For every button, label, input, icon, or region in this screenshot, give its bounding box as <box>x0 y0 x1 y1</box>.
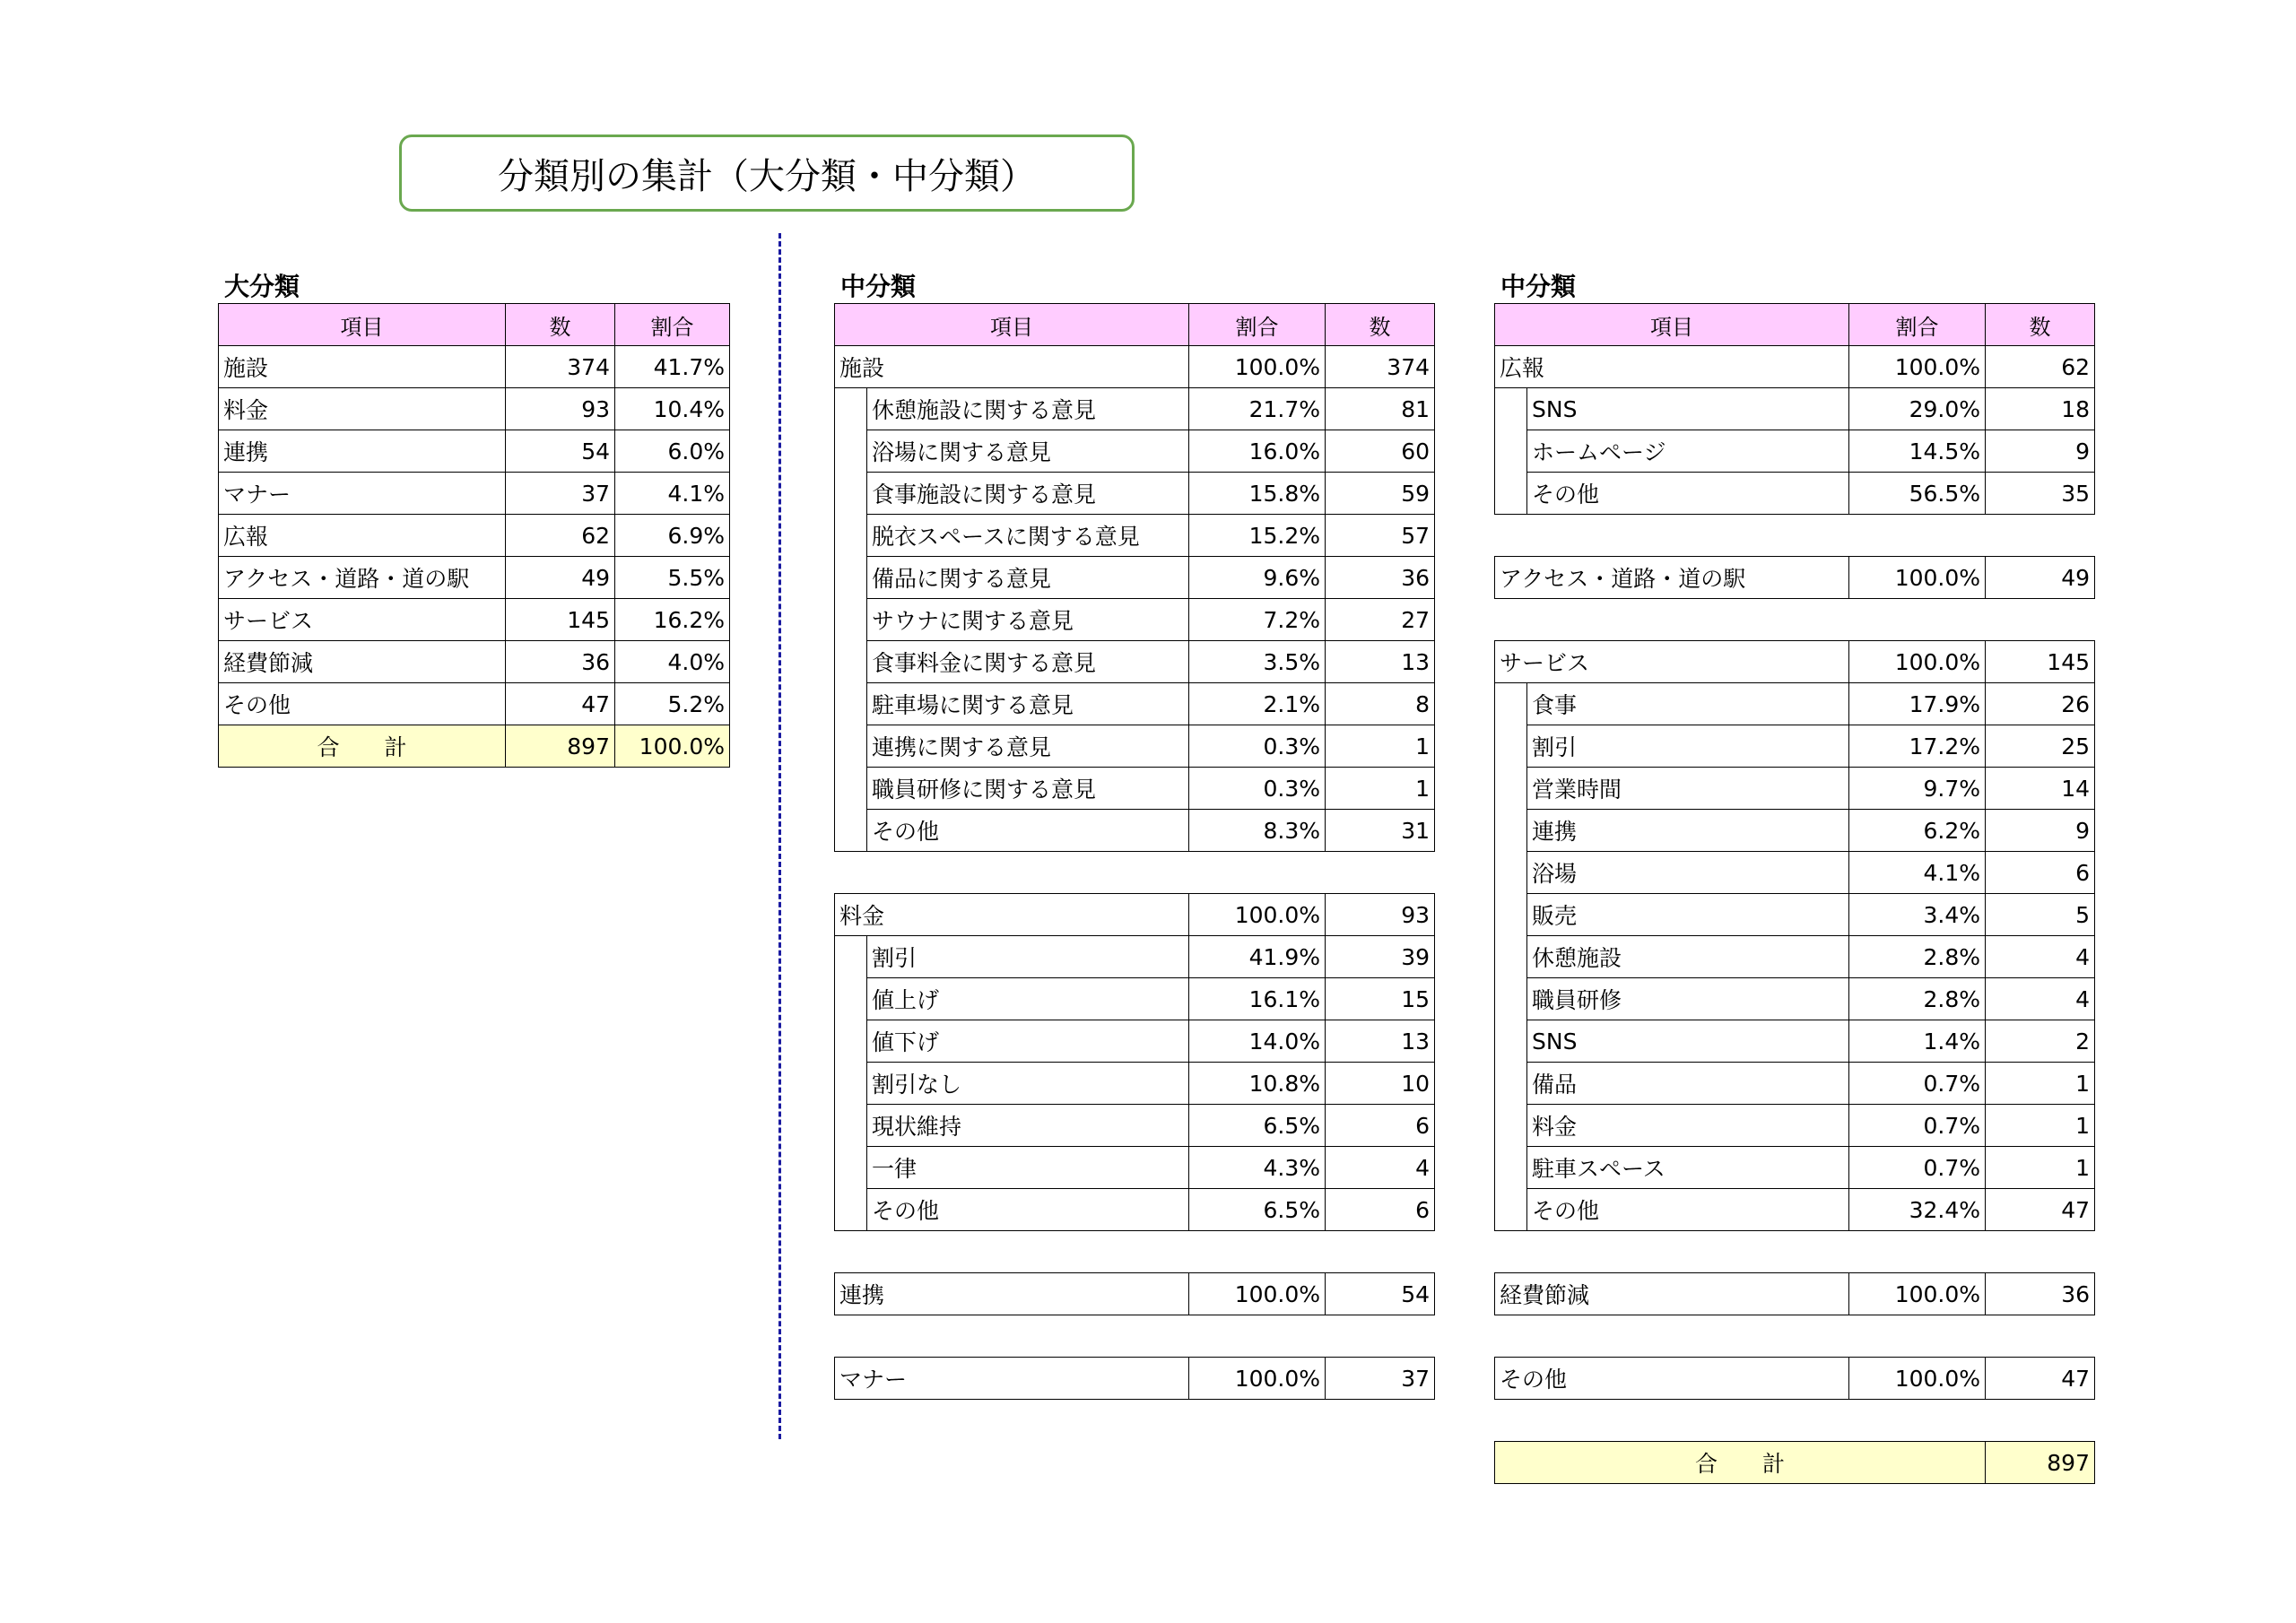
item-ratio: 16.1% <box>1189 978 1326 1020</box>
item-ratio: 6.5% <box>1189 1189 1326 1231</box>
grand-total-table <box>1494 1441 2095 1484</box>
group-row <box>1495 557 2095 599</box>
group-ratio: 100.0% <box>1849 557 1986 599</box>
item-ratio: 4.1% <box>1849 852 1986 894</box>
mid-group-table <box>1494 1272 2095 1315</box>
mid-category-heading-right: 中分類 <box>1500 272 1577 301</box>
group-count: 37 <box>1326 1358 1435 1400</box>
item-ratio: 5.5% <box>615 557 730 599</box>
item-count: 39 <box>1326 936 1435 978</box>
indent-cell <box>835 515 867 557</box>
item-ratio: 0.3% <box>1189 725 1326 768</box>
table-row <box>835 641 1435 683</box>
group-row <box>1495 641 2095 683</box>
item-ratio: 6.9% <box>615 515 730 557</box>
table-row <box>835 557 1435 599</box>
item-ratio: 15.8% <box>1189 473 1326 515</box>
table-row <box>835 430 1435 473</box>
large-category-heading: 大分類 <box>224 272 300 301</box>
total-label: 合 計 <box>1495 1442 1986 1484</box>
table-row <box>1495 1020 2095 1063</box>
item-ratio: 21.7% <box>1189 388 1326 430</box>
header-ratio: 割合 <box>1189 304 1326 346</box>
item-name: 料金 <box>1527 1105 1849 1147</box>
indent-cell <box>1495 1147 1527 1189</box>
table-row <box>219 641 730 683</box>
item-ratio: 15.2% <box>1189 515 1326 557</box>
table-row <box>219 557 730 599</box>
item-ratio: 41.9% <box>1189 936 1326 978</box>
table-row <box>1495 978 2095 1020</box>
item-name: 営業時間 <box>1527 768 1849 810</box>
item-name: SNS <box>1527 388 1849 430</box>
group-count: 374 <box>1326 346 1435 388</box>
indent-cell <box>835 599 867 641</box>
group-ratio: 100.0% <box>1849 1273 1986 1315</box>
item-name: 一律 <box>867 1147 1189 1189</box>
item-count: 9 <box>1986 430 2095 473</box>
table-row <box>835 388 1435 430</box>
table-row <box>1495 1063 2095 1105</box>
item-name: 経費節減 <box>219 641 506 683</box>
item-count: 8 <box>1326 683 1435 725</box>
total-label: 合 計 <box>219 725 506 768</box>
item-name: 連携 <box>219 430 506 473</box>
mid-group-table <box>1494 345 2095 515</box>
group-name: 経費節減 <box>1495 1273 1849 1315</box>
item-name: 備品 <box>1527 1063 1849 1105</box>
item-name: 現状維持 <box>867 1105 1189 1147</box>
item-count: 35 <box>1986 473 2095 515</box>
item-count: 54 <box>506 430 615 473</box>
mid-header-table <box>1494 303 2095 346</box>
item-ratio: 2.1% <box>1189 683 1326 725</box>
item-count: 9 <box>1986 810 2095 852</box>
item-count: 49 <box>506 557 615 599</box>
item-ratio: 1.4% <box>1849 1020 1986 1063</box>
item-ratio: 2.8% <box>1849 978 1986 1020</box>
item-name: 割引 <box>1527 725 1849 768</box>
table-row <box>1495 683 2095 725</box>
header-item: 項目 <box>835 304 1189 346</box>
indent-cell <box>1495 388 1527 430</box>
item-ratio: 7.2% <box>1189 599 1326 641</box>
item-name: 浴場 <box>1527 852 1849 894</box>
indent-cell <box>835 1020 867 1063</box>
item-count: 15 <box>1326 978 1435 1020</box>
item-name: 休憩施設に関する意見 <box>867 388 1189 430</box>
item-ratio: 4.1% <box>615 473 730 515</box>
table-row <box>1495 1189 2095 1231</box>
item-count: 2 <box>1986 1020 2095 1063</box>
header-count: 数 <box>506 304 615 346</box>
indent-cell <box>1495 1020 1527 1063</box>
item-name: 広報 <box>219 515 506 557</box>
indent-cell <box>835 473 867 515</box>
item-ratio: 8.3% <box>1189 810 1326 852</box>
item-ratio: 9.6% <box>1189 557 1326 599</box>
group-row <box>1495 1358 2095 1400</box>
header-item: 項目 <box>219 304 506 346</box>
group-ratio: 100.0% <box>1189 894 1326 936</box>
item-name: その他 <box>867 810 1189 852</box>
table-row <box>1495 473 2095 515</box>
item-name: 施設 <box>219 346 506 388</box>
table-row <box>219 388 730 430</box>
table-row <box>1495 810 2095 852</box>
item-name: 連携に関する意見 <box>867 725 1189 768</box>
item-name: 浴場に関する意見 <box>867 430 1189 473</box>
item-ratio: 0.3% <box>1189 768 1326 810</box>
item-ratio: 6.2% <box>1849 810 1986 852</box>
table-row <box>835 1020 1435 1063</box>
total-count: 897 <box>506 725 615 768</box>
table-row <box>219 599 730 641</box>
header-count: 数 <box>1986 304 2095 346</box>
indent-cell <box>835 388 867 430</box>
table-row <box>219 346 730 388</box>
indent-cell <box>835 1147 867 1189</box>
item-count: 1 <box>1326 768 1435 810</box>
indent-cell <box>1495 430 1527 473</box>
item-count: 62 <box>506 515 615 557</box>
group-count: 47 <box>1986 1358 2095 1400</box>
group-row <box>835 346 1435 388</box>
table-row <box>1495 894 2095 936</box>
item-name: 食事 <box>1527 683 1849 725</box>
group-name: 連携 <box>835 1273 1189 1315</box>
item-count: 1 <box>1986 1105 2095 1147</box>
item-ratio: 6.0% <box>615 430 730 473</box>
group-name: マナー <box>835 1358 1189 1400</box>
total-row <box>219 725 730 768</box>
table-row <box>1495 388 2095 430</box>
indent-cell <box>1495 683 1527 725</box>
item-count: 4 <box>1986 936 2095 978</box>
mid-group-table <box>834 1272 1435 1315</box>
item-ratio: 4.0% <box>615 641 730 683</box>
item-ratio: 10.8% <box>1189 1063 1326 1105</box>
item-ratio: 17.2% <box>1849 725 1986 768</box>
mid-group-table <box>1494 556 2095 599</box>
table-row <box>835 1189 1435 1231</box>
item-name: その他 <box>867 1189 1189 1231</box>
indent-cell <box>1495 725 1527 768</box>
indent-cell <box>1495 768 1527 810</box>
group-count: 36 <box>1986 1273 2095 1315</box>
group-count: 145 <box>1986 641 2095 683</box>
item-name: その他 <box>219 683 506 725</box>
group-ratio: 100.0% <box>1849 1358 1986 1400</box>
item-count: 1 <box>1326 725 1435 768</box>
item-ratio: 4.3% <box>1189 1147 1326 1189</box>
indent-cell <box>835 810 867 852</box>
item-count: 47 <box>1986 1189 2095 1231</box>
item-count: 57 <box>1326 515 1435 557</box>
indent-cell <box>1495 810 1527 852</box>
item-ratio: 2.8% <box>1849 936 1986 978</box>
indent-cell <box>1495 936 1527 978</box>
item-ratio: 10.4% <box>615 388 730 430</box>
table-row <box>835 978 1435 1020</box>
item-name: 割引 <box>867 936 1189 978</box>
item-ratio: 0.7% <box>1849 1105 1986 1147</box>
item-ratio: 41.7% <box>615 346 730 388</box>
table-row <box>1495 852 2095 894</box>
table-row <box>835 725 1435 768</box>
group-ratio: 100.0% <box>1189 1273 1326 1315</box>
indent-cell <box>835 430 867 473</box>
indent-cell <box>1495 978 1527 1020</box>
item-name: 職員研修 <box>1527 978 1849 1020</box>
header-count: 数 <box>1326 304 1435 346</box>
item-count: 13 <box>1326 641 1435 683</box>
table-row <box>835 1147 1435 1189</box>
item-name: サウナに関する意見 <box>867 599 1189 641</box>
item-name: 脱衣スペースに関する意見 <box>867 515 1189 557</box>
item-name: その他 <box>1527 1189 1849 1231</box>
group-count: 54 <box>1326 1273 1435 1315</box>
item-name: 休憩施設 <box>1527 936 1849 978</box>
item-name: 値上げ <box>867 978 1189 1020</box>
mid-group-table <box>834 1357 1435 1400</box>
indent-cell <box>835 683 867 725</box>
item-ratio: 14.5% <box>1849 430 1986 473</box>
item-count: 1 <box>1986 1063 2095 1105</box>
table-row <box>1495 936 2095 978</box>
total-count: 897 <box>1986 1442 2095 1484</box>
item-count: 47 <box>506 683 615 725</box>
group-name: 料金 <box>835 894 1189 936</box>
group-name: その他 <box>1495 1358 1849 1400</box>
indent-cell <box>835 1063 867 1105</box>
indent-cell <box>835 1189 867 1231</box>
group-name: サービス <box>1495 641 1849 683</box>
mid-group-table <box>834 345 1435 852</box>
group-ratio: 100.0% <box>1189 1358 1326 1400</box>
item-count: 93 <box>506 388 615 430</box>
indent-cell <box>1495 852 1527 894</box>
item-count: 36 <box>506 641 615 683</box>
item-count: 374 <box>506 346 615 388</box>
item-count: 4 <box>1326 1147 1435 1189</box>
indent-cell <box>1495 1189 1527 1231</box>
group-row <box>1495 346 2095 388</box>
table-row <box>1495 1105 2095 1147</box>
item-count: 5 <box>1986 894 2095 936</box>
table-row <box>835 810 1435 852</box>
item-name: 連携 <box>1527 810 1849 852</box>
table-row <box>835 768 1435 810</box>
indent-cell <box>835 768 867 810</box>
indent-cell <box>1495 1105 1527 1147</box>
indent-cell <box>1495 1063 1527 1105</box>
item-name: 割引なし <box>867 1063 1189 1105</box>
item-name: 食事料金に関する意見 <box>867 641 1189 683</box>
item-ratio: 56.5% <box>1849 473 1986 515</box>
item-ratio: 9.7% <box>1849 768 1986 810</box>
table-row <box>219 430 730 473</box>
item-ratio: 3.5% <box>1189 641 1326 683</box>
item-count: 18 <box>1986 388 2095 430</box>
item-count: 14 <box>1986 768 2095 810</box>
item-count: 145 <box>506 599 615 641</box>
section-divider <box>778 233 781 1439</box>
total-row <box>1495 1442 2095 1484</box>
table-row <box>219 515 730 557</box>
mid-group-table <box>1494 640 2095 1231</box>
item-ratio: 32.4% <box>1849 1189 1986 1231</box>
group-ratio: 100.0% <box>1849 641 1986 683</box>
group-count: 62 <box>1986 346 2095 388</box>
indent-cell <box>835 557 867 599</box>
item-count: 13 <box>1326 1020 1435 1063</box>
total-ratio: 100.0% <box>615 725 730 768</box>
item-count: 4 <box>1986 978 2095 1020</box>
item-name: ホームページ <box>1527 430 1849 473</box>
item-count: 26 <box>1986 683 2095 725</box>
item-count: 81 <box>1326 388 1435 430</box>
table-row <box>835 473 1435 515</box>
item-name: 駐車場に関する意見 <box>867 683 1189 725</box>
item-ratio: 29.0% <box>1849 388 1986 430</box>
indent-cell <box>1495 894 1527 936</box>
table-row <box>219 473 730 515</box>
group-count: 49 <box>1986 557 2095 599</box>
header-ratio: 割合 <box>615 304 730 346</box>
group-row <box>835 1358 1435 1400</box>
table-row <box>1495 725 2095 768</box>
item-name: マナー <box>219 473 506 515</box>
header-row <box>1495 304 2095 346</box>
group-name: アクセス・道路・道の駅 <box>1495 557 1849 599</box>
item-count: 6 <box>1326 1105 1435 1147</box>
group-row <box>1495 1273 2095 1315</box>
item-name: 料金 <box>219 388 506 430</box>
item-count: 1 <box>1986 1147 2095 1189</box>
mid-group-table <box>834 893 1435 1231</box>
table-row <box>835 1063 1435 1105</box>
indent-cell <box>835 725 867 768</box>
group-row <box>835 1273 1435 1315</box>
item-count: 25 <box>1986 725 2095 768</box>
item-ratio: 0.7% <box>1849 1063 1986 1105</box>
group-row <box>835 894 1435 936</box>
item-name: サービス <box>219 599 506 641</box>
item-name: その他 <box>1527 473 1849 515</box>
item-name: 駐車スペース <box>1527 1147 1849 1189</box>
item-name: アクセス・道路・道の駅 <box>219 557 506 599</box>
item-count: 60 <box>1326 430 1435 473</box>
indent-cell <box>835 641 867 683</box>
indent-cell <box>1495 473 1527 515</box>
item-count: 37 <box>506 473 615 515</box>
indent-cell <box>835 1105 867 1147</box>
group-name: 広報 <box>1495 346 1849 388</box>
item-name: 食事施設に関する意見 <box>867 473 1189 515</box>
table-row <box>835 1105 1435 1147</box>
mid-header-table <box>834 303 1435 346</box>
large-category-table <box>218 303 730 768</box>
item-name: SNS <box>1527 1020 1849 1063</box>
item-name: 値下げ <box>867 1020 1189 1063</box>
group-ratio: 100.0% <box>1189 346 1326 388</box>
indent-cell <box>835 978 867 1020</box>
header-ratio: 割合 <box>1849 304 1986 346</box>
mid-category-heading-left: 中分類 <box>840 272 917 301</box>
table-row <box>219 683 730 725</box>
table-row <box>835 936 1435 978</box>
header-item: 項目 <box>1495 304 1849 346</box>
item-count: 6 <box>1326 1189 1435 1231</box>
item-ratio: 16.0% <box>1189 430 1326 473</box>
table-row <box>835 683 1435 725</box>
page-title: 分類別の集計（大分類・中分類） <box>399 135 1135 212</box>
item-count: 10 <box>1326 1063 1435 1105</box>
item-ratio: 14.0% <box>1189 1020 1326 1063</box>
item-count: 36 <box>1326 557 1435 599</box>
group-count: 93 <box>1326 894 1435 936</box>
item-ratio: 16.2% <box>615 599 730 641</box>
indent-cell <box>835 936 867 978</box>
item-ratio: 3.4% <box>1849 894 1986 936</box>
table-row <box>1495 768 2095 810</box>
item-ratio: 6.5% <box>1189 1105 1326 1147</box>
table-row <box>835 599 1435 641</box>
item-name: 備品に関する意見 <box>867 557 1189 599</box>
group-name: 施設 <box>835 346 1189 388</box>
table-row <box>1495 430 2095 473</box>
table-row <box>835 515 1435 557</box>
item-ratio: 17.9% <box>1849 683 1986 725</box>
header-row <box>835 304 1435 346</box>
item-count: 6 <box>1986 852 2095 894</box>
item-count: 31 <box>1326 810 1435 852</box>
item-count: 27 <box>1326 599 1435 641</box>
group-ratio: 100.0% <box>1849 346 1986 388</box>
mid-group-table <box>1494 1357 2095 1400</box>
item-ratio: 5.2% <box>615 683 730 725</box>
item-name: 販売 <box>1527 894 1849 936</box>
item-name: 職員研修に関する意見 <box>867 768 1189 810</box>
item-count: 59 <box>1326 473 1435 515</box>
item-ratio: 0.7% <box>1849 1147 1986 1189</box>
table-row <box>1495 1147 2095 1189</box>
